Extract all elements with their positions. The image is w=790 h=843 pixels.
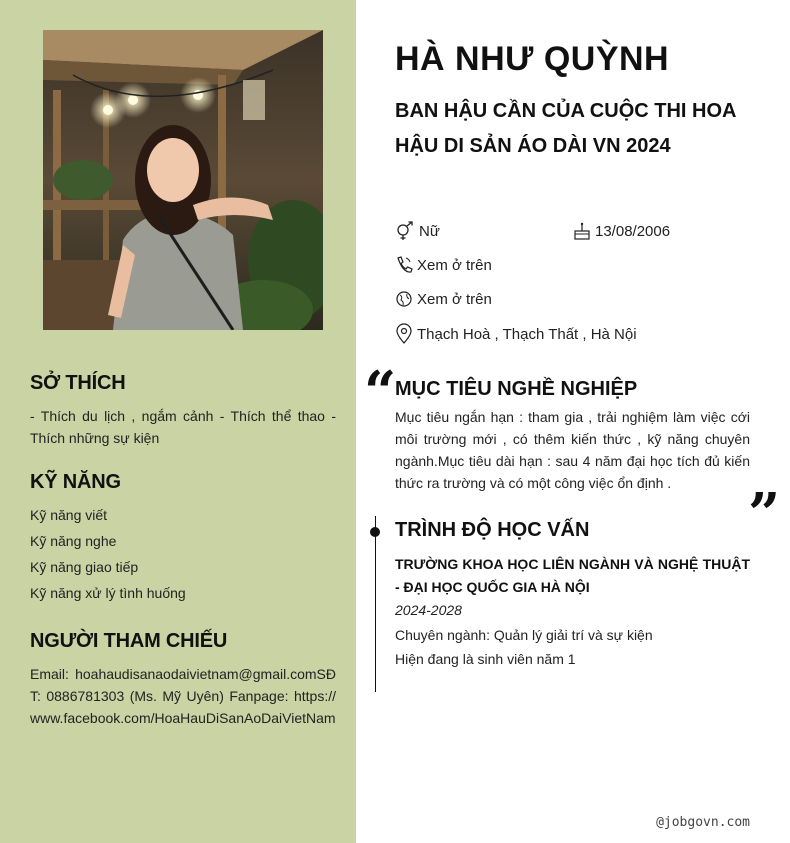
education-years: 2024-2028 <box>395 602 462 618</box>
birthdate-value: 13/08/2006 <box>595 222 671 240</box>
footer-watermark: @jobgovn.com <box>656 815 750 830</box>
open-quote-icon: “ <box>364 359 397 425</box>
address-value: Thạch Hoà , Thạch Thất , Hà Nội <box>417 325 637 343</box>
skill-item: Kỹ năng viết <box>30 507 108 523</box>
address-row <box>395 323 637 345</box>
location-pin-icon <box>395 323 413 345</box>
candidate-title: BAN HẬU CẦN CỦA CUỘC THI HOA HẬU DI SẢN ÁO DÀI VN 2024 <box>395 100 736 157</box>
references-heading: NGƯỜI THAM CHIẾU <box>30 630 228 652</box>
hobbies-section <box>30 372 336 449</box>
skill-item: Kỹ năng giao tiếp <box>30 559 139 575</box>
skill-item: Kỹ năng nghe <box>30 533 117 549</box>
skills-heading: KỸ NĂNG <box>30 471 121 493</box>
sidebar <box>0 0 356 843</box>
gender-icon <box>395 221 415 241</box>
skills-section <box>30 471 336 606</box>
birthdate-row <box>573 221 670 241</box>
gender-value: Nữ <box>419 222 440 240</box>
close-quote-icon: ” <box>748 481 781 547</box>
globe-icon <box>395 289 413 309</box>
references-section <box>30 630 336 729</box>
timeline-dot <box>370 527 380 537</box>
references-text: Email: hoahaudisanaodaivietnam@gmail.comSĐT: 0886781303 (Ms. Mỹ Uyên) Fanpage: https://www.facebook.com/HoaHauDiSanAoDaiVietNam <box>30 666 336 726</box>
education-status: Hiện đang là sinh viên năm 1 <box>395 651 576 667</box>
objective-heading: MỤC TIÊU NGHỀ NGHIỆP <box>395 378 638 400</box>
website-value: Xem ở trên <box>417 290 492 308</box>
cake-icon <box>573 221 591 241</box>
objective-text: Mục tiêu ngắn hạn : tham gia , trải nghiệm làm việc cới môi trường mới , có thêm kiến thức , kỹ năng chuyên ngành.Mục tiêu dài hạn : sau 4 năm đại học tích đủ kiến thức ra trường và có một công việc ổn định . <box>395 409 750 491</box>
hobbies-text: - Thích du lịch , ngắm cảnh - Thích thể thao - Thích những sự kiện <box>30 408 336 446</box>
phone-value: Xem ở trên <box>417 256 492 274</box>
gender-row <box>395 221 440 241</box>
skills-list <box>30 502 336 606</box>
education-major: Chuyên ngành: Quản lý giải trí và sự kiện <box>395 627 653 643</box>
candidate-name: HÀ NHƯ QUỲNH <box>395 40 670 78</box>
timeline-line <box>375 516 376 692</box>
website-row <box>395 289 492 309</box>
skill-item: Kỹ năng xử lý tình huống <box>30 585 186 601</box>
school-name: TRƯỜNG KHOA HỌC LIÊN NGÀNH VÀ NGHỆ THUẬT - ĐẠI HỌC QUỐC GIA HÀ NỘI <box>395 556 750 595</box>
phone-row <box>395 255 492 275</box>
phone-icon <box>395 255 413 275</box>
profile-photo <box>43 30 323 330</box>
education-heading: TRÌNH ĐỘ HỌC VẤN <box>395 519 590 541</box>
hobbies-heading: SỞ THÍCH <box>30 372 126 394</box>
